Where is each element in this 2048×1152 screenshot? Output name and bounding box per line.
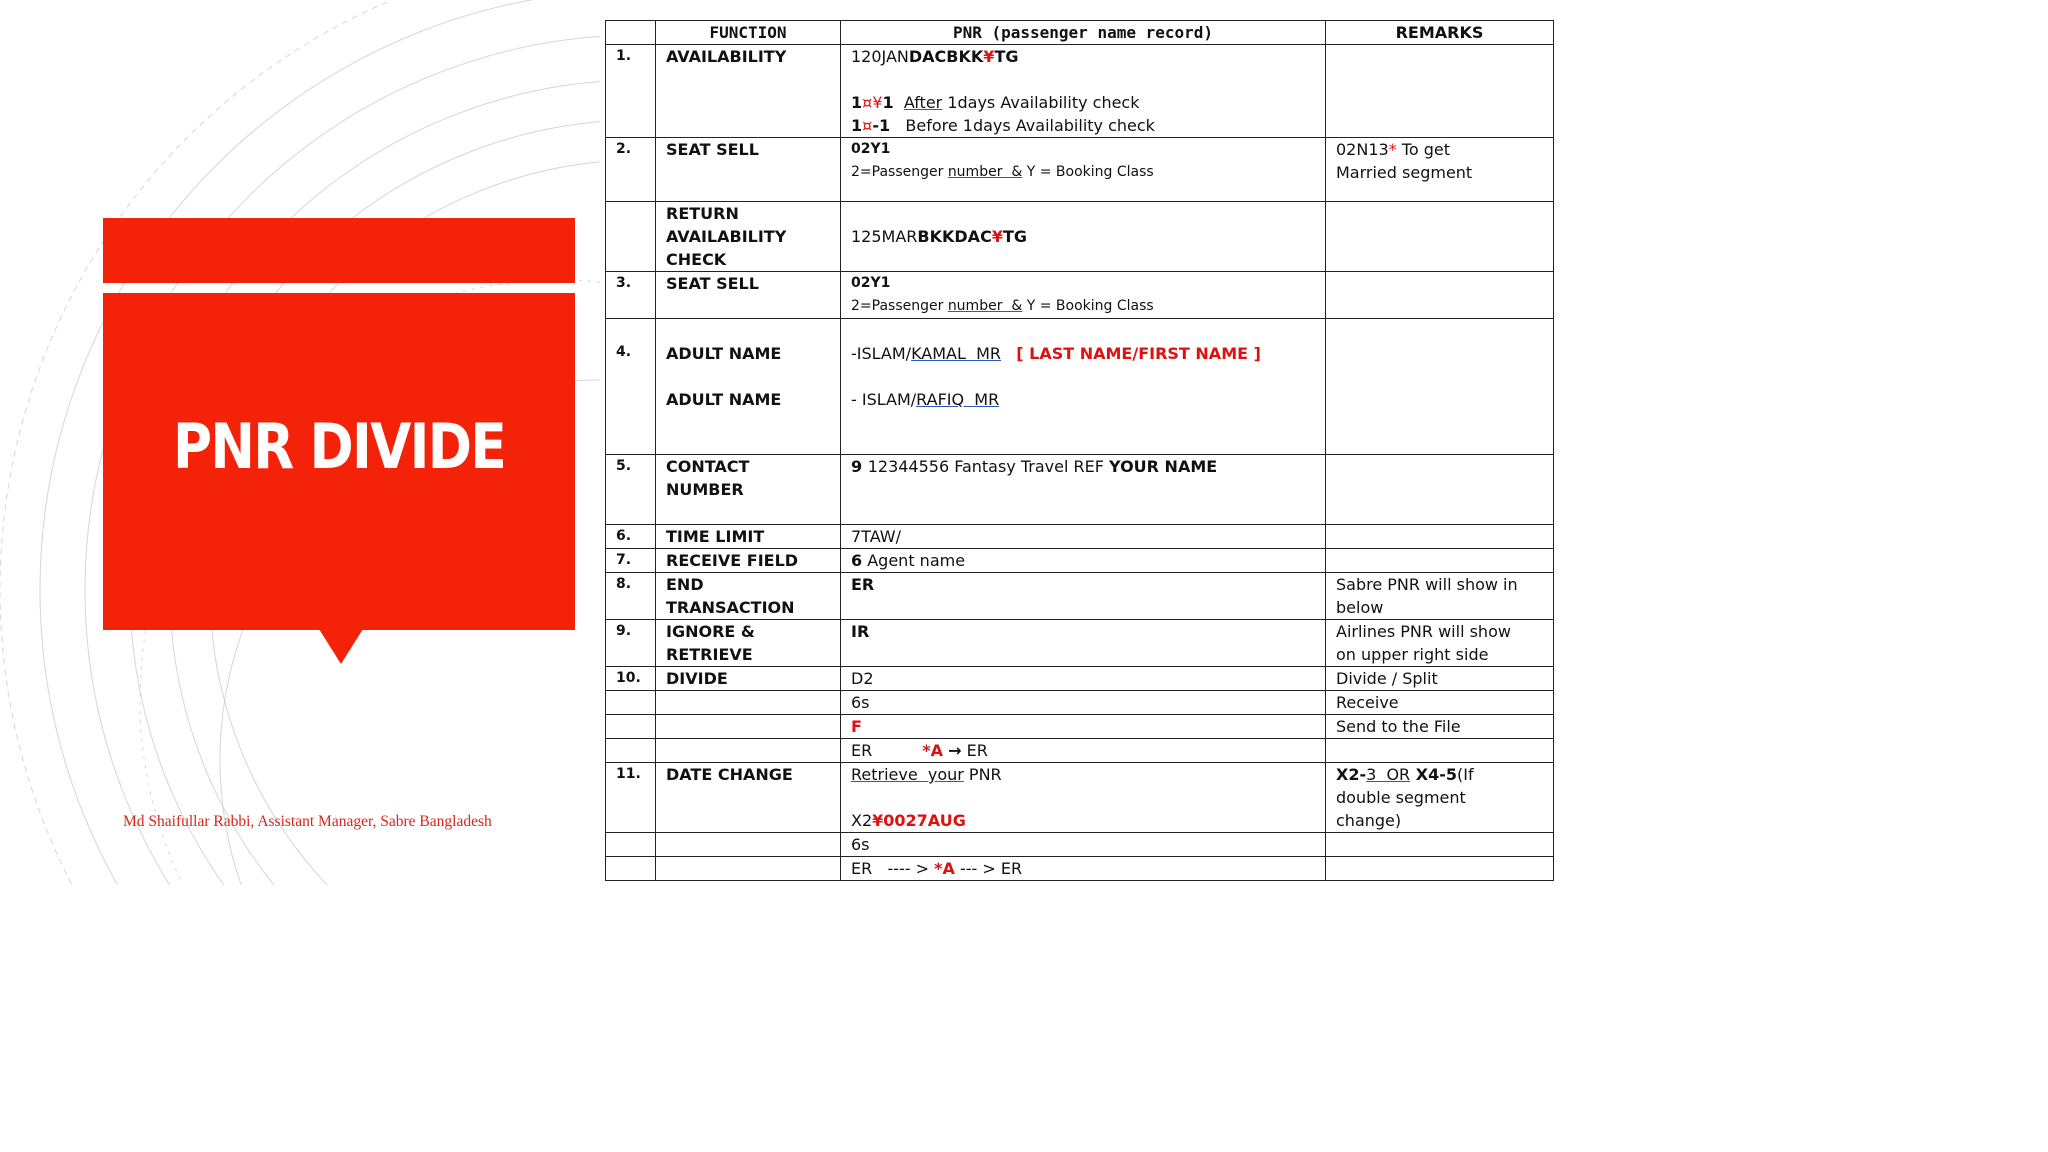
remarks-cell [1326, 573, 1554, 620]
remarks-cell [1326, 525, 1554, 549]
table-header-row [606, 21, 1554, 45]
pnr-cell: F [841, 715, 1326, 739]
cmd-text: Before 1days Availability check [890, 116, 1155, 135]
cmd-text: ER [966, 741, 988, 760]
row-number: 3. [606, 272, 656, 319]
cmd-text: RAFIQ MR [916, 390, 1000, 409]
header-function: FUNCTION [656, 21, 841, 45]
remark-text: Married segment [1336, 163, 1473, 182]
cmd-text: *A [934, 859, 955, 878]
table-row [606, 573, 1554, 620]
function-text: CHECK [666, 250, 727, 269]
banner-pointer [319, 629, 363, 664]
function-cell [656, 319, 841, 455]
remark-text: 02N13 [1336, 140, 1389, 159]
remarks-cell [1326, 45, 1554, 138]
cmd-text: Y = Booking Class [1022, 298, 1154, 314]
row-number: 7. [606, 549, 656, 573]
function-cell: DIVIDE [656, 667, 841, 691]
function-text: AVAILABILITY [666, 227, 787, 246]
remarks-cell: Send to the File [1326, 715, 1554, 739]
cmd-text: ¤ [862, 116, 873, 135]
function-cell [656, 857, 841, 881]
remarks-cell [1326, 620, 1554, 667]
cmd-text: After [903, 93, 943, 112]
function-cell [656, 739, 841, 763]
pnr-cell: 6s [841, 691, 1326, 715]
remarks-cell [1326, 319, 1554, 455]
row-number: 6. [606, 525, 656, 549]
remarks-cell: Receive [1326, 691, 1554, 715]
table-row [606, 549, 1554, 573]
function-text: CONTACT [666, 457, 750, 476]
function-cell [656, 620, 841, 667]
remark-text: X4-5 [1410, 765, 1457, 784]
table-row [606, 691, 1554, 715]
pnr-cell: IR [841, 620, 1326, 667]
row-number [606, 319, 656, 455]
cmd-text: *A [922, 741, 943, 760]
function-cell [656, 202, 841, 272]
cross-of-currency-sign: ¥ [983, 47, 995, 66]
cmd-text: DACBKK [908, 47, 984, 66]
header-pnr: PNR (passenger name record) [841, 21, 1326, 45]
function-cell: TIME LIMIT [656, 525, 841, 549]
pnr-cell: 7TAW/ [841, 525, 1326, 549]
remarks-cell [1326, 763, 1554, 833]
remark-text: double segment [1336, 788, 1466, 807]
cmd-text: --- > ER [954, 859, 1023, 878]
function-cell [656, 833, 841, 857]
cmd-text: number & [947, 298, 1023, 314]
cmd-text: 1 [882, 93, 894, 112]
table-row [606, 319, 1554, 455]
cmd-text: ¥0027AUG [872, 811, 966, 830]
cmd-text: 02Y1 [851, 275, 891, 291]
function-cell: SEAT SELL [656, 272, 841, 319]
remark-text: Sabre PNR will show in [1336, 575, 1518, 594]
function-text: RETURN [666, 204, 739, 223]
function-text: RETRIEVE [666, 645, 753, 664]
table-row [606, 272, 1554, 319]
table-row [606, 45, 1554, 138]
cmd-text: TG [994, 47, 1019, 66]
function-cell [656, 691, 841, 715]
function-cell: DATE CHANGE [656, 763, 841, 833]
cmd-text: YOUR NAME [1109, 457, 1218, 476]
slide-title: PNR DIVIDE [172, 410, 506, 483]
pnr-cell: 6s [841, 833, 1326, 857]
cmd-text: 9 [851, 457, 868, 476]
remark-text: * [1388, 140, 1397, 159]
remarks-cell [1326, 833, 1554, 857]
arrow-right-icon: → [948, 741, 962, 760]
table-row [606, 763, 1554, 833]
function-cell: SEAT SELL [656, 138, 841, 202]
header-remarks: REMARKS [1326, 21, 1554, 45]
row-number: 10. [606, 667, 656, 691]
row-number [606, 202, 656, 272]
table-row [606, 455, 1554, 525]
table-row [606, 833, 1554, 857]
remarks-cell [1326, 455, 1554, 525]
function-text: ADULT NAME [666, 344, 782, 363]
cmd-text: 2=Passenger [851, 298, 948, 314]
pnr-cell [841, 739, 1326, 763]
pnr-cell [841, 455, 1326, 525]
table-row [606, 667, 1554, 691]
cmd-text: X2 [851, 811, 873, 830]
row-number [606, 833, 656, 857]
row-number: 11. [606, 763, 656, 833]
table-row [606, 715, 1554, 739]
table-row [606, 138, 1554, 202]
row-number [606, 857, 656, 881]
pnr-cell: D2 [841, 667, 1326, 691]
remarks-cell [1326, 549, 1554, 573]
pnr-cell [841, 138, 1326, 202]
remark-text: (If [1456, 765, 1474, 784]
cmd-text: 1 [851, 116, 863, 135]
cmd-text: number & [947, 164, 1023, 180]
cmd-text: 1 [851, 93, 863, 112]
cmd-text: -ISLAM/ [851, 344, 912, 363]
pnr-cell [841, 272, 1326, 319]
function-cell [656, 573, 841, 620]
cmd-text: 6 [851, 551, 863, 570]
cmd-text: ¥ [991, 227, 1003, 246]
row-number [606, 715, 656, 739]
cmd-text: TG [1002, 227, 1027, 246]
function-text: IGNORE & [666, 622, 755, 641]
function-cell: AVAILABILITY [656, 45, 841, 138]
row-number: 5. [606, 455, 656, 525]
row-number: 2. [606, 138, 656, 202]
name-format-note: [ LAST NAME/FIRST NAME ] [1016, 344, 1261, 363]
pnr-cell [841, 857, 1326, 881]
function-text: ADULT NAME [666, 390, 782, 409]
pnr-cell [841, 549, 1326, 573]
row-number: 9. [606, 620, 656, 667]
function-text: TRANSACTION [666, 598, 795, 617]
pnr-cell [841, 45, 1326, 138]
function-cell [656, 455, 841, 525]
presenter-credit: Md Shaifullar Rabbi, Assistant Manager, Sabre Bangladesh [123, 813, 492, 830]
remarks-cell: Divide / Split [1326, 667, 1554, 691]
remark-text: below [1336, 598, 1384, 617]
row-number: 8. [606, 573, 656, 620]
pnr-cell: ER [841, 573, 1326, 620]
cmd-text: -1 [872, 116, 891, 135]
cmd-text: Y = Booking Class [1022, 164, 1154, 180]
table-row [606, 525, 1554, 549]
pnr-cell [841, 763, 1326, 833]
row-number [606, 691, 656, 715]
cmd-text: Retrieve your [851, 765, 964, 784]
banner-accent-bar [103, 218, 575, 283]
remarks-cell [1326, 739, 1554, 763]
table-row [606, 620, 1554, 667]
cmd-text: ER ---- > [851, 859, 935, 878]
pnr-cell [841, 202, 1326, 272]
table-row [606, 202, 1554, 272]
remarks-cell [1326, 272, 1554, 319]
remark-text: Airlines PNR will show [1336, 622, 1511, 641]
cmd-text: ¤¥ [862, 93, 883, 112]
function-text: END [666, 575, 704, 594]
cmd-text: 2=Passenger [851, 164, 948, 180]
cmd-text: BKKDAC [917, 227, 992, 246]
function-cell: RECEIVE FIELD [656, 549, 841, 573]
cmd-text: 12344556 Fantasy Travel REF [867, 457, 1110, 476]
cmd-text: 120JAN [851, 47, 909, 66]
row-number: 1. [606, 45, 656, 138]
remark-text: X2- [1336, 765, 1367, 784]
remarks-cell [1326, 857, 1554, 881]
remark-text: on upper right side [1336, 645, 1489, 664]
cmd-text: PNR [963, 765, 1002, 784]
cmd-text: 02Y1 [851, 141, 891, 157]
table-row [606, 857, 1554, 881]
title-banner [103, 293, 575, 630]
table-row [606, 739, 1554, 763]
function-text: NUMBER [666, 480, 744, 499]
row-number [606, 739, 656, 763]
row-number-text: 4. [616, 344, 632, 360]
remark-text: 3 OR [1366, 765, 1411, 784]
remark-text: change) [1336, 811, 1402, 830]
pnr-cell [841, 319, 1326, 455]
pnr-commands-table [605, 20, 1554, 881]
function-cell [656, 715, 841, 739]
cmd-text: 125MAR [851, 227, 918, 246]
cmd-text: Agent name [862, 551, 966, 570]
header-number [606, 21, 656, 45]
remark-text: To get [1396, 140, 1450, 159]
cmd-text: KAMAL MR [911, 344, 1001, 363]
remarks-cell [1326, 202, 1554, 272]
cmd-text: - ISLAM/ [851, 390, 917, 409]
remarks-cell [1326, 138, 1554, 202]
cmd-text: 1days Availability check [942, 93, 1140, 112]
cmd-text: ER [851, 741, 873, 760]
